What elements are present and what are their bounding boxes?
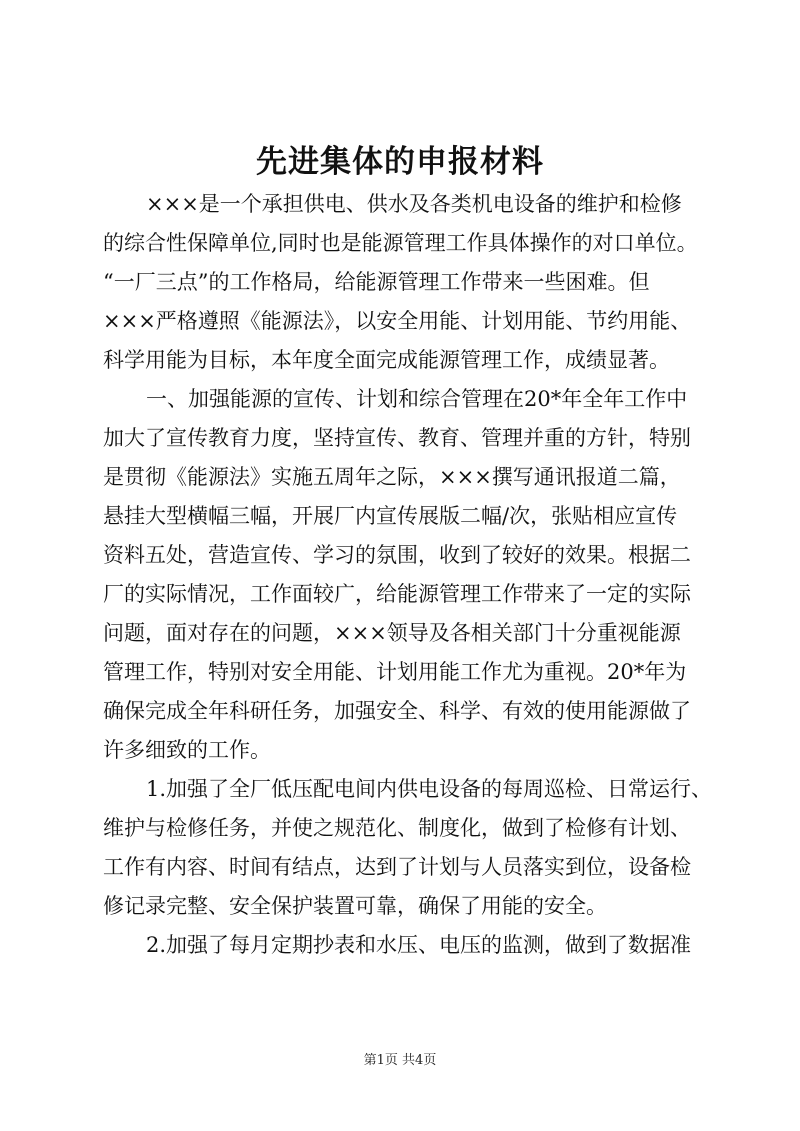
paragraph-line: 悬挂大型横幅三幅，开展厂内宣传展版二幅/次，张贴相应宣传	[103, 504, 678, 528]
paragraph-line: 厂的实际情况，工作面较广，给能源管理工作带来了一定的实际	[103, 582, 691, 606]
paragraph-line: 许多细致的工作。	[103, 738, 271, 762]
paragraph-line: ×××严格遵照《能源法》，以安全用能、计划用能、节约用能、	[103, 309, 692, 333]
paragraph-line: 是贯彻《能源法》实施五周年之际，×××撰写通讯报道二篇，	[103, 465, 681, 489]
paragraph-line: 1.加强了全厂低压配电间内供电设备的每周巡检、日常运行、	[146, 777, 713, 801]
paragraph-line: 工作有内容、时间有结点，达到了计划与人员落实到位，设备检	[103, 855, 691, 879]
paragraph-line: 的综合性保障单位,同时也是能源管理工作具体操作的对口单位。	[103, 231, 698, 255]
paragraph-line: 问题，面对存在的问题，×××领导及各相关部门十分重视能源	[103, 621, 681, 645]
paragraph-line: 科学用能为目标，本年度全面完成能源管理工作，成绩显著。	[103, 348, 670, 372]
page-footer: 第1页 共4页	[363, 1053, 437, 1068]
paragraph-line: 加大了宣传教育力度，坚持宣传、教育、管理并重的方针，特别	[103, 426, 691, 450]
paragraph-line: “一厂三点”的工作格局，给能源管理工作带来一些困难。但	[103, 270, 650, 294]
paragraph-line: 确保完成全年科研任务，加强安全、科学、有效的使用能源做了	[103, 699, 691, 723]
paragraph-line: 管理工作，特别对安全用能、计划用能工作尤为重视。20*年为	[103, 660, 687, 684]
paragraph-line: 2.加强了每月定期抄表和水压、电压的监测，做到了数据准	[146, 933, 692, 957]
paragraph-line: 维护与检修任务，并使之规范化、制度化，做到了检修有计划、	[103, 816, 691, 840]
paragraph-line: ×××是一个承担供电、供水及各类机电设备的维护和检修	[146, 192, 682, 216]
document-title: 先进集体的申报材料	[256, 144, 544, 180]
paragraph-line: 一、加强能源的宣传、计划和综合管理在20*年全年工作中	[146, 387, 688, 411]
paragraph-line: 资料五处，营造宣传、学习的氛围，收到了较好的效果。根据二	[103, 543, 691, 567]
paragraph-line: 修记录完整、安全保护装置可靠，确保了用能的安全。	[103, 894, 607, 918]
